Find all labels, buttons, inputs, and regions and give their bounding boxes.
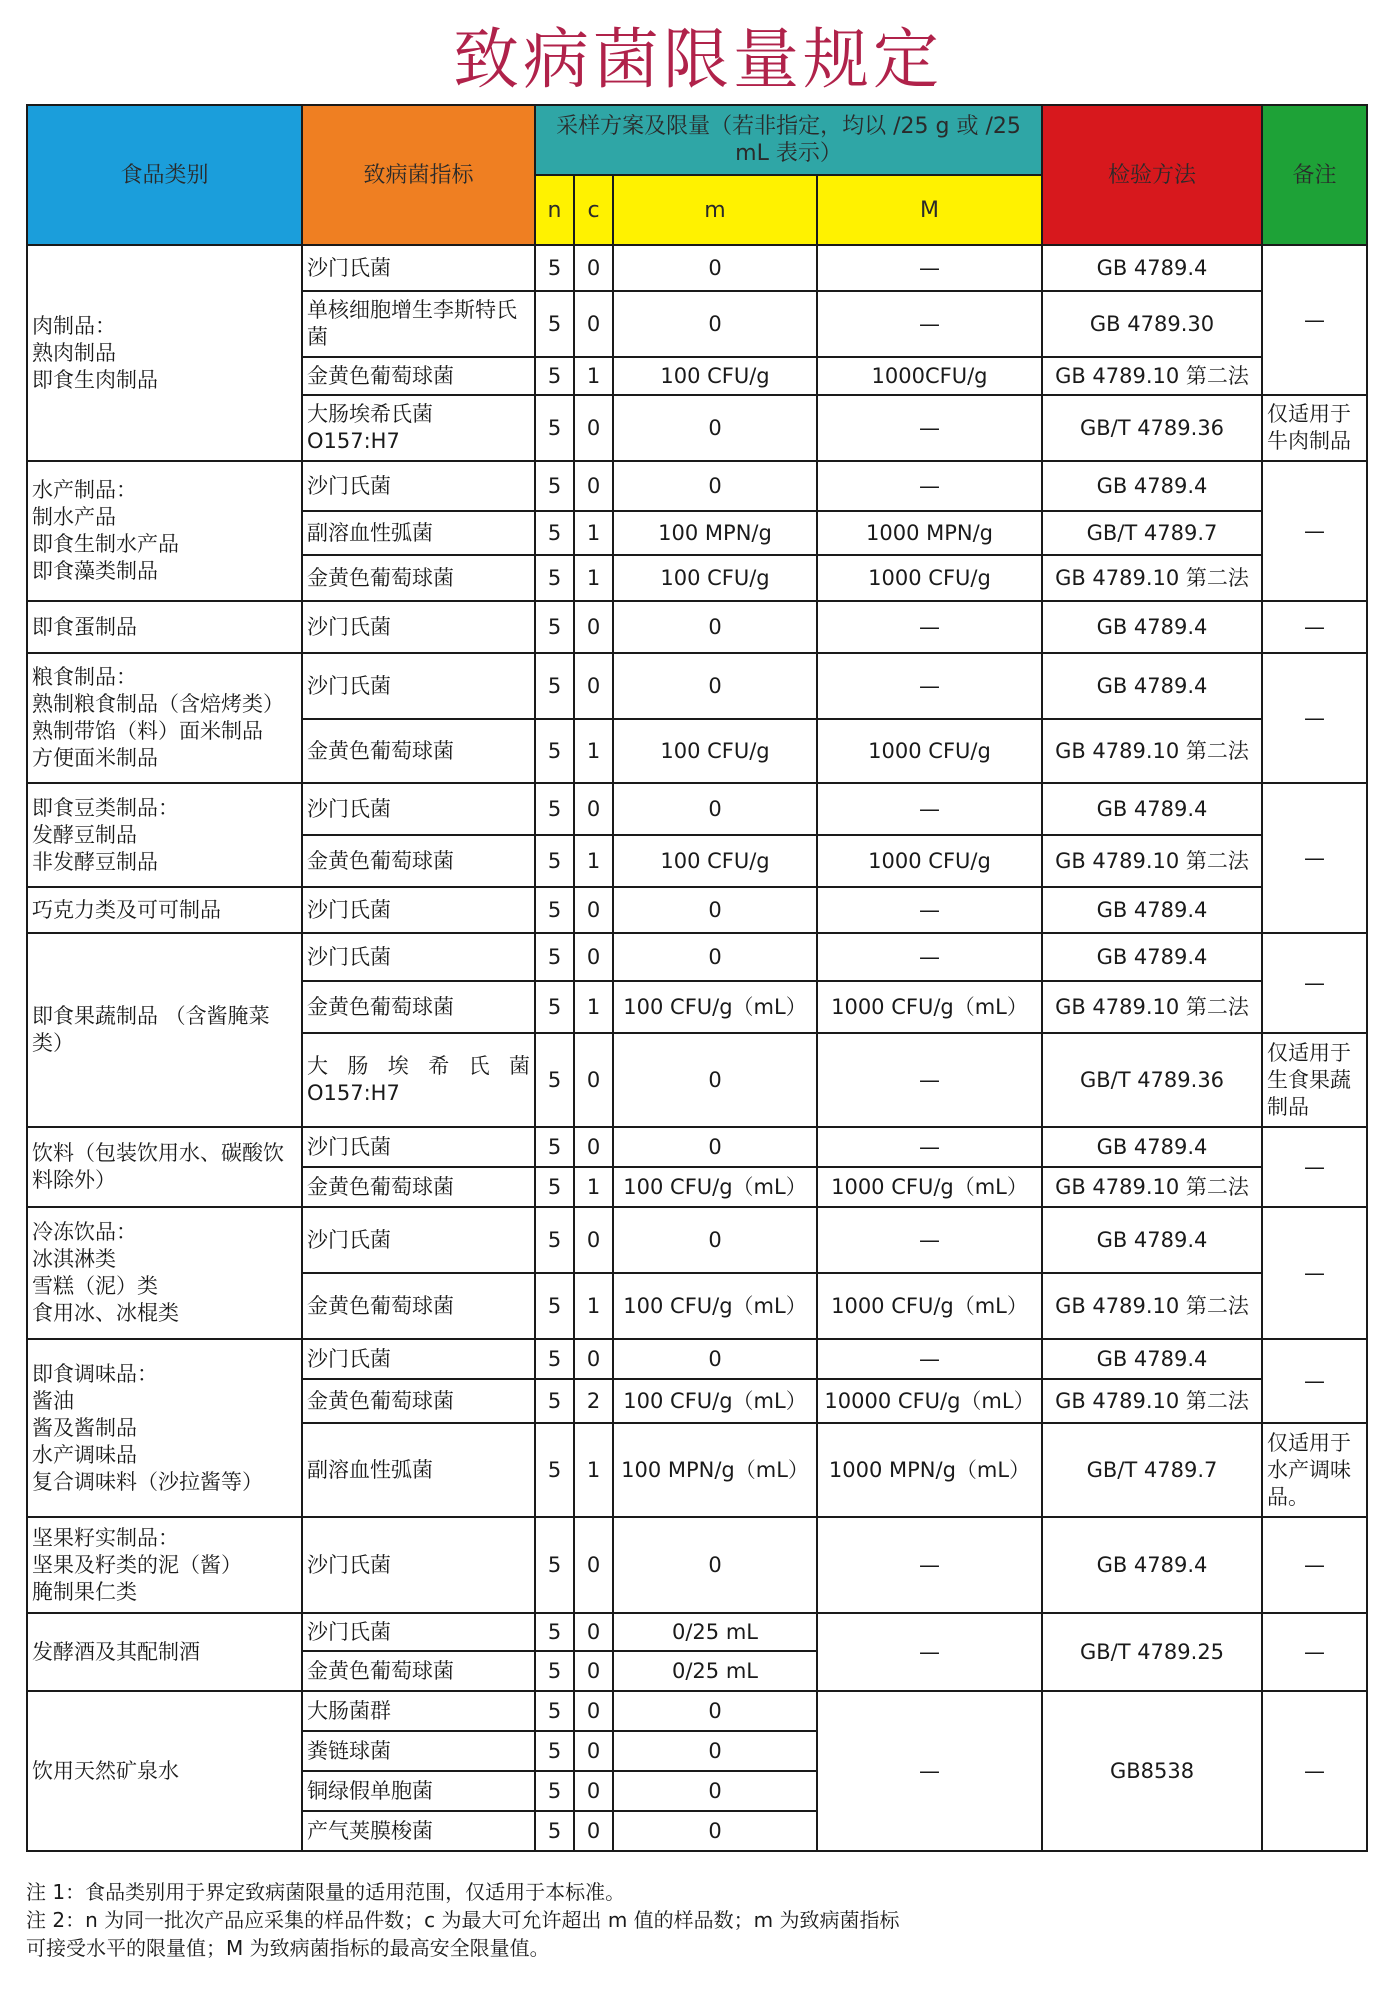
category-cell: 饮用天然矿泉水: [27, 1691, 302, 1851]
c-cell: 0: [574, 1033, 613, 1127]
c-cell: 0: [574, 601, 613, 653]
c-cell: 1: [574, 719, 613, 783]
n-cell: 5: [535, 245, 574, 291]
method-cell: GB 4789.10 第二法: [1042, 719, 1262, 783]
n-cell: 5: [535, 653, 574, 719]
c-cell: 0: [574, 245, 613, 291]
m-cell: 0: [613, 1811, 817, 1851]
M-cell: —: [817, 1127, 1042, 1167]
category-cell: 即食调味品： 酱油 酱及酱制品 水产调味品 复合调味料（沙拉酱等）: [27, 1339, 302, 1517]
indicator-cell: 副溶血性弧菌: [302, 1423, 535, 1517]
M-cell: —: [817, 1613, 1042, 1691]
n-cell: 5: [535, 1167, 574, 1207]
remark-cell: —: [1262, 653, 1367, 783]
m-cell: 100 MPN/g: [613, 511, 817, 555]
n-cell: 5: [535, 1731, 574, 1771]
M-cell: 1000CFU/g: [817, 357, 1042, 395]
method-cell: GB 4789.10 第二法: [1042, 1273, 1262, 1339]
remark-cell: —: [1262, 1613, 1367, 1691]
method-cell: GB/T 4789.7: [1042, 1423, 1262, 1517]
n-cell: 5: [535, 1127, 574, 1167]
category-cell: 即食豆类制品： 发酵豆制品 非发酵豆制品: [27, 783, 302, 887]
indicator-cell: 沙门氏菌: [302, 783, 535, 835]
note-2-line-2: 可接受水平的限量值；M 为致病菌指标的最高安全限量值。: [26, 1936, 550, 1960]
n-cell: 5: [535, 1651, 574, 1691]
method-cell: GB/T 4789.36: [1042, 1033, 1262, 1127]
m-cell: 100 CFU/g: [613, 835, 817, 887]
category-cell: 水产制品： 制水产品 即食生制水产品 即食藻类制品: [27, 461, 302, 601]
indicator-cell: 沙门氏菌: [302, 461, 535, 511]
M-cell: —: [817, 1517, 1042, 1613]
header-n: n: [535, 175, 574, 245]
indicator-cell: 金黄色葡萄球菌: [302, 1273, 535, 1339]
indicator-cell: 沙门氏菌: [302, 887, 535, 933]
c-cell: 0: [574, 291, 613, 357]
c-cell: 0: [574, 1207, 613, 1273]
n-cell: 5: [535, 1379, 574, 1423]
c-cell: 1: [574, 1423, 613, 1517]
m-cell: 0: [613, 291, 817, 357]
indicator-cell: 沙门氏菌: [302, 1613, 535, 1651]
m-cell: 0: [613, 1339, 817, 1379]
method-cell: GB 4789.4: [1042, 887, 1262, 933]
header-sampling: 采样方案及限量（若非指定，均以 /25 g 或 /25 mL 表示）: [535, 105, 1042, 175]
M-cell: —: [817, 291, 1042, 357]
note-1: 注 1：食品类别用于界定致病菌限量的适用范围，仅适用于本标准。: [26, 1880, 626, 1904]
m-cell: 0: [613, 933, 817, 981]
M-cell: 1000 MPN/g: [817, 511, 1042, 555]
c-cell: 1: [574, 1273, 613, 1339]
category-cell: 发酵酒及其配制酒: [27, 1613, 302, 1691]
header-c: c: [574, 175, 613, 245]
n-cell: 5: [535, 887, 574, 933]
remark-cell: 仅适用于水产调味品。: [1262, 1423, 1367, 1517]
method-cell: GB 4789.4: [1042, 245, 1262, 291]
c-cell: 1: [574, 357, 613, 395]
indicator-cell: 单核细胞增生李斯特氏菌: [302, 291, 535, 357]
n-cell: 5: [535, 1613, 574, 1651]
c-cell: 1: [574, 981, 613, 1033]
M-cell: 1000 MPN/g（mL）: [817, 1423, 1042, 1517]
page-title: 致病菌限量规定: [453, 21, 943, 98]
c-cell: 0: [574, 1731, 613, 1771]
n-cell: 5: [535, 783, 574, 835]
method-cell: GB 4789.10 第二法: [1042, 357, 1262, 395]
m-cell: 0: [613, 601, 817, 653]
m-cell: 0: [613, 887, 817, 933]
indicator-cell: 沙门氏菌: [302, 245, 535, 291]
m-cell: 0/25 mL: [613, 1651, 817, 1691]
n-cell: 5: [535, 357, 574, 395]
remark-cell: —: [1262, 461, 1367, 601]
n-cell: 5: [535, 1771, 574, 1811]
method-cell: GB 4789.30: [1042, 291, 1262, 357]
n-cell: 5: [535, 933, 574, 981]
M-cell: —: [817, 1033, 1042, 1127]
c-cell: 0: [574, 1771, 613, 1811]
M-cell: 10000 CFU/g（mL）: [817, 1379, 1042, 1423]
n-cell: 5: [535, 1517, 574, 1613]
M-cell: —: [817, 461, 1042, 511]
n-cell: 5: [535, 1811, 574, 1851]
n-cell: 5: [535, 601, 574, 653]
n-cell: 5: [535, 835, 574, 887]
M-cell: 1000 CFU/g（mL）: [817, 1273, 1042, 1339]
m-cell: 0: [613, 245, 817, 291]
remark-cell: —: [1262, 783, 1367, 933]
remark-cell: —: [1262, 1691, 1367, 1851]
n-cell: 5: [535, 461, 574, 511]
c-cell: 0: [574, 1339, 613, 1379]
method-cell: GB 4789.4: [1042, 1517, 1262, 1613]
pathogen-limit-table: [26, 104, 1368, 1852]
m-cell: 0: [613, 461, 817, 511]
n-cell: 5: [535, 1339, 574, 1379]
c-cell: 0: [574, 783, 613, 835]
M-cell: 1000 CFU/g: [817, 719, 1042, 783]
indicator-cell: 副溶血性弧菌: [302, 511, 535, 555]
m-cell: 0/25 mL: [613, 1613, 817, 1651]
indicator-cell: 金黄色葡萄球菌: [302, 555, 535, 601]
n-cell: 5: [535, 1691, 574, 1731]
c-cell: 0: [574, 461, 613, 511]
c-cell: 0: [574, 1651, 613, 1691]
remark-cell: —: [1262, 245, 1367, 395]
method-cell: GB 4789.4: [1042, 1207, 1262, 1273]
indicator-cell: 铜绿假单胞菌: [302, 1771, 535, 1811]
m-cell: 100 CFU/g（mL）: [613, 1273, 817, 1339]
method-cell: GB 4789.4: [1042, 933, 1262, 981]
category-cell: 坚果籽实制品： 坚果及籽类的泥（酱） 腌制果仁类: [27, 1517, 302, 1613]
header-M: M: [817, 175, 1042, 245]
n-cell: 5: [535, 291, 574, 357]
c-cell: 0: [574, 1127, 613, 1167]
m-cell: 0: [613, 1691, 817, 1731]
category-cell: 粮食制品： 熟制粮食制品（含焙烤类） 熟制带馅（料）面米制品 方便面米制品: [27, 653, 302, 783]
note-2-line-1: 注 2：n 为同一批次产品应采集的样品件数；c 为最大可允许超出 m 值的样品数；m 为致病菌指标: [26, 1908, 900, 1932]
method-cell: GB/T 4789.36: [1042, 395, 1262, 461]
indicator-cell: 沙门氏菌: [302, 1339, 535, 1379]
c-cell: 0: [574, 1811, 613, 1851]
remark-cell: —: [1262, 1517, 1367, 1613]
indicator-cell: 粪链球菌: [302, 1731, 535, 1771]
n-cell: 5: [535, 981, 574, 1033]
indicator-cell: 金黄色葡萄球菌: [302, 1167, 535, 1207]
indicator-cell: 大肠埃希氏菌 O157:H7: [302, 1033, 535, 1127]
M-cell: 1000 CFU/g（mL）: [817, 1167, 1042, 1207]
M-cell: —: [817, 933, 1042, 981]
c-cell: 1: [574, 511, 613, 555]
m-cell: 0: [613, 783, 817, 835]
m-cell: 0: [613, 653, 817, 719]
M-cell: —: [817, 1207, 1042, 1273]
c-cell: 0: [574, 933, 613, 981]
m-cell: 100 CFU/g（mL）: [613, 1379, 817, 1423]
method-cell: GB/T 4789.7: [1042, 511, 1262, 555]
indicator-cell: 金黄色葡萄球菌: [302, 357, 535, 395]
m-cell: 100 CFU/g: [613, 719, 817, 783]
indicator-cell: 金黄色葡萄球菌: [302, 835, 535, 887]
method-cell: GB 4789.4: [1042, 601, 1262, 653]
indicator-cell: 产气荚膜梭菌: [302, 1811, 535, 1851]
c-cell: 0: [574, 1613, 613, 1651]
method-cell: GB8538: [1042, 1691, 1262, 1851]
remark-cell: —: [1262, 1339, 1367, 1423]
category-cell: 即食果蔬制品 （含酱腌菜类）: [27, 933, 302, 1127]
method-cell: GB 4789.4: [1042, 783, 1262, 835]
M-cell: —: [817, 245, 1042, 291]
category-cell: 饮料（包装饮用水、碳酸饮料除外）: [27, 1127, 302, 1207]
method-cell: GB 4789.4: [1042, 1127, 1262, 1167]
indicator-cell: 金黄色葡萄球菌: [302, 981, 535, 1033]
m-cell: 0: [613, 1127, 817, 1167]
c-cell: 1: [574, 1167, 613, 1207]
c-cell: 1: [574, 555, 613, 601]
indicator-cell: 沙门氏菌: [302, 601, 535, 653]
M-cell: 1000 CFU/g: [817, 555, 1042, 601]
remark-cell: —: [1262, 1127, 1367, 1207]
M-cell: 1000 CFU/g（mL）: [817, 981, 1042, 1033]
c-cell: 0: [574, 1691, 613, 1731]
indicator-cell: 大肠菌群: [302, 1691, 535, 1731]
remark-cell: —: [1262, 1207, 1367, 1339]
c-cell: 1: [574, 835, 613, 887]
indicator-cell: 金黄色葡萄球菌: [302, 1379, 535, 1423]
c-cell: 0: [574, 1517, 613, 1613]
indicator-cell: 沙门氏菌: [302, 1207, 535, 1273]
M-cell: —: [817, 653, 1042, 719]
c-cell: 0: [574, 653, 613, 719]
m-cell: 0: [613, 1731, 817, 1771]
M-cell: —: [817, 601, 1042, 653]
header-category: 食品类别: [27, 105, 302, 245]
footnotes: [26, 1878, 1366, 1962]
method-cell: GB/T 4789.25: [1042, 1613, 1262, 1691]
indicator-cell: 大肠埃希氏菌 O157:H7: [302, 395, 535, 461]
header-indicator: 致病菌指标: [302, 105, 535, 245]
c-cell: 2: [574, 1379, 613, 1423]
c-cell: 0: [574, 395, 613, 461]
method-cell: GB 4789.10 第二法: [1042, 1167, 1262, 1207]
category-cell: 巧克力类及可可制品: [27, 887, 302, 933]
m-cell: 0: [613, 1033, 817, 1127]
n-cell: 5: [535, 1207, 574, 1273]
method-cell: GB 4789.4: [1042, 653, 1262, 719]
m-cell: 0: [613, 395, 817, 461]
category-cell: 肉制品： 熟肉制品 即食生肉制品: [27, 245, 302, 461]
m-cell: 0: [613, 1517, 817, 1613]
n-cell: 5: [535, 511, 574, 555]
indicator-cell: 沙门氏菌: [302, 933, 535, 981]
indicator-cell: 金黄色葡萄球菌: [302, 719, 535, 783]
m-cell: 100 CFU/g: [613, 357, 817, 395]
indicator-cell: 沙门氏菌: [302, 1517, 535, 1613]
remark-cell: 仅适用于牛肉制品: [1262, 395, 1367, 461]
method-cell: GB 4789.10 第二法: [1042, 981, 1262, 1033]
method-cell: GB 4789.10 第二法: [1042, 555, 1262, 601]
M-cell: 1000 CFU/g: [817, 835, 1042, 887]
M-cell: —: [817, 1339, 1042, 1379]
n-cell: 5: [535, 1423, 574, 1517]
m-cell: 100 CFU/g（mL）: [613, 1167, 817, 1207]
category-cell: 即食蛋制品: [27, 601, 302, 653]
remark-cell: —: [1262, 933, 1367, 1033]
remark-cell: —: [1262, 601, 1367, 653]
n-cell: 5: [535, 395, 574, 461]
n-cell: 5: [535, 719, 574, 783]
method-cell: GB 4789.10 第二法: [1042, 1379, 1262, 1423]
M-cell: —: [817, 783, 1042, 835]
indicator-cell: 沙门氏菌: [302, 1127, 535, 1167]
n-cell: 5: [535, 1033, 574, 1127]
M-cell: —: [817, 887, 1042, 933]
method-cell: GB 4789.4: [1042, 461, 1262, 511]
c-cell: 0: [574, 887, 613, 933]
remark-cell: 仅适用于生食果蔬制品: [1262, 1033, 1367, 1127]
header-method: 检验方法: [1042, 105, 1262, 245]
method-cell: GB 4789.10 第二法: [1042, 835, 1262, 887]
header-remark: 备注: [1262, 105, 1367, 245]
indicator-cell: 金黄色葡萄球菌: [302, 1651, 535, 1691]
M-cell: —: [817, 395, 1042, 461]
M-cell: —: [817, 1691, 1042, 1851]
indicator-cell: 沙门氏菌: [302, 653, 535, 719]
n-cell: 5: [535, 555, 574, 601]
m-cell: 100 MPN/g（mL）: [613, 1423, 817, 1517]
category-cell: 冷冻饮品： 冰淇淋类 雪糕（泥）类 食用冰、冰棍类: [27, 1207, 302, 1339]
m-cell: 0: [613, 1771, 817, 1811]
header-m: m: [613, 175, 817, 245]
m-cell: 100 CFU/g: [613, 555, 817, 601]
method-cell: GB 4789.4: [1042, 1339, 1262, 1379]
n-cell: 5: [535, 1273, 574, 1339]
m-cell: 100 CFU/g（mL）: [613, 981, 817, 1033]
m-cell: 0: [613, 1207, 817, 1273]
